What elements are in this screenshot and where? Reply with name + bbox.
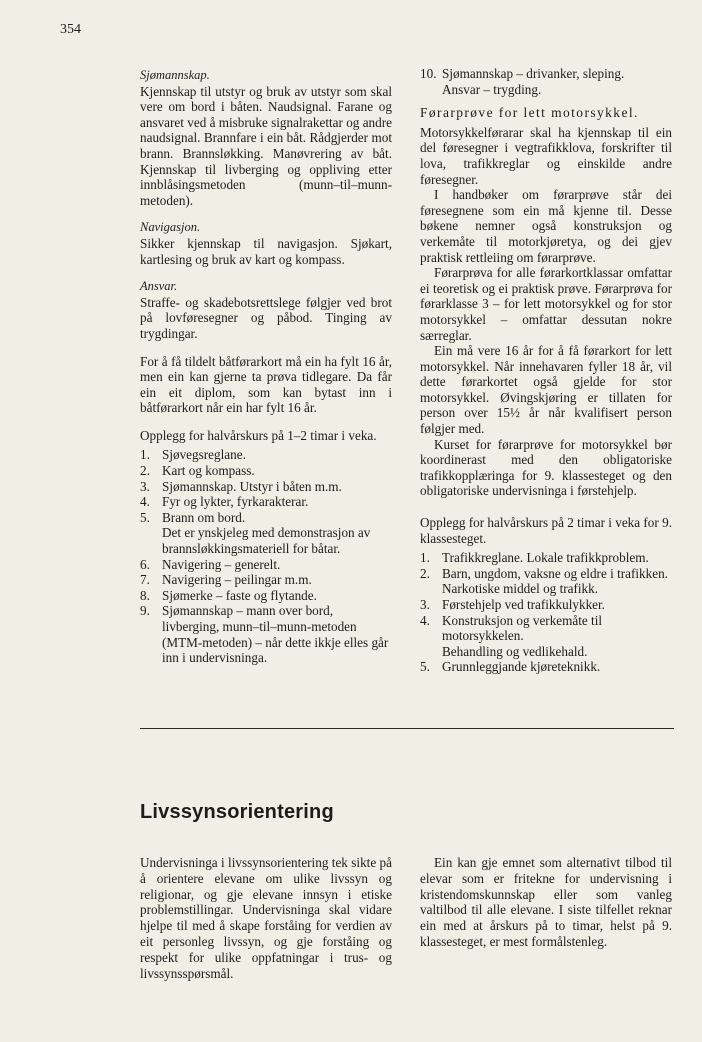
page-number: 354 <box>60 22 81 37</box>
item-text: Sjømannskap. Utstyr i båten m.m. <box>162 478 342 494</box>
list-item <box>140 447 392 463</box>
livssyn-paragraph-right: Ein kan gje emnet som alternativt tilbod til elevar som er fritekne for undervisning i kristendomskunnskap eller som vanleg valtilbod til alle elevane. I siste tilfellet reknar ein med at årskurs på to timar, helst på 9. klassesteget, er mest formålstenleg. <box>420 855 672 949</box>
list-item <box>140 603 392 665</box>
section-heading-motorsykkel: Førarprøve for lett motorsykkel. <box>420 105 639 121</box>
list-item <box>420 659 672 675</box>
item-number: 1. <box>420 550 430 566</box>
item-subtext: Det er ynskjeleg med demonstrasjon av brannsløkkingsmateriell for båtar. <box>162 525 371 557</box>
item-text: Navigering – generelt. <box>162 556 281 572</box>
section-navigasjon <box>140 220 392 267</box>
section-text: Kjennskap til utstyr og bruk av utstyr som skal vere om bord i båten. Naudsignal. Farane og ansvaret ved å misbruke signalrakettar og andre naudsignal. Brannfare i ein båt. Rådgjerder mot brann. Brannsløkking. Manøvrering av båt. Kjennskap til livberging og oppliving etter innblåsingsmetoden (munn–til–munn-metoden). <box>140 83 392 208</box>
item-text: Sjøvegsreglane. <box>162 447 246 463</box>
section-divider <box>140 728 674 729</box>
item-number: 3. <box>140 478 150 494</box>
paragraph: Motorsykkelførarar skal ha kjennskap til ein del føresegner i vegtrafikklova, forskrifter til lova, trafikkreglar og einskilde andre føresegner. <box>420 124 672 187</box>
course-intro: Opplegg for halvårskurs på 2 timar i veka for 9. klassesteget. <box>420 515 672 546</box>
course-list <box>140 447 392 665</box>
section-text: Sikker kjennskap til navigasjon. Sjøkart, kartlesing og bruk av kart og kompass. <box>140 235 392 267</box>
item-number: 9. <box>140 603 150 619</box>
item-number: 10. <box>420 66 437 81</box>
section-sjomannskap <box>140 68 392 208</box>
item-number: 6. <box>140 556 150 572</box>
section-text: Straffe- og skadebotsrettslege følgjer ved brot på lovføresegner og påbod. Tinging av trygdingar. <box>140 294 392 341</box>
item-subtext: Ansvar – trygding. <box>442 81 542 97</box>
item-number: 5. <box>420 659 430 675</box>
list-item <box>140 510 392 557</box>
list-item <box>420 613 672 660</box>
item-number: 8. <box>140 587 150 603</box>
item-text: Brann om bord. <box>162 509 246 525</box>
batforarkort-paragraph: For å få tildelt båtførarkort må ein ha fylt 16 år, men ein kan gjerne ta prøva tidlegare. Da får ein eit diplom, som kan bytast inn i båtførarkort når ein har fylt 16 år. <box>140 353 392 416</box>
list-item <box>140 463 392 479</box>
list-item <box>140 588 392 604</box>
item-number: 4. <box>420 612 430 628</box>
list-item <box>140 494 392 510</box>
section-title: Ansvar. <box>140 279 178 294</box>
item-text: Sjømerke – faste og flytande. <box>162 587 317 603</box>
item-number: 4. <box>140 494 150 510</box>
item-number: 5. <box>140 509 150 525</box>
item-text: Fyr og lykter, fyrkarakterar. <box>162 494 309 510</box>
item-text: Kart og kompass. <box>162 463 255 479</box>
left-column <box>140 68 392 666</box>
item-text: Sjømannskap – mann over bord, livberging, munn–til–munn-metoden (MTM-metoden) – når dette ikkje elles går inn i undervisninga. <box>162 603 389 666</box>
section-title: Sjømannskap. <box>140 68 210 82</box>
item-text: Konstruksjon og verkemåte til motorsykkelen. <box>442 612 603 644</box>
item-text: Trafikkreglane. Lokale trafikkproblem. <box>442 550 649 566</box>
item-subtext: Narkotiske middel og trafikk. <box>442 581 599 597</box>
item-number: 1. <box>140 447 150 463</box>
livssyn-paragraph-left: Undervisninga i livssynsorientering tek sikte på å orientere elevane om ulike livssyn og religionar, og gje elevane innsyn i etiske problemstillingar. Undervisninga skal vidare hjelpe til med å skape forståing for verdien av eit personleg livssyn, og gje forståing og respekt for ulike oppfatningar i trus- og livssynsspørsmål. <box>140 855 392 981</box>
section-title: Navigasjon. <box>140 220 201 235</box>
item-subtext: Behandling og vedlikehald. <box>442 643 588 659</box>
item-text: Barn, ungdom, vaksne og eldre i trafikken. <box>442 565 668 581</box>
list-item <box>420 566 672 597</box>
list-item <box>420 597 672 613</box>
section-heading-livssynsorientering: Livssynsorientering <box>140 801 334 823</box>
list-item <box>140 479 392 495</box>
item-number: 2. <box>420 565 430 581</box>
right-column <box>420 66 672 675</box>
item-number: 2. <box>140 463 150 479</box>
item-text: Grunnleggjande kjøreteknikk. <box>442 659 601 675</box>
paragraph: Førarprøva for alle førarkortklassar omfattar ei teoretisk og ei praktisk prøve. Førarprøva for førarklasse 3 – for lett motorsykkel og for stor motorsykkel – omfattar dessutan nokre særreglar. <box>420 265 672 343</box>
paragraph: Ein må vere 16 år for å få førarkort for lett motorsykkel. Når innehavaren fyller 18 år, vil dette førarkortet også gjelde for stor motorsykkel. Øvingskjøring er tillaten for person over 15½ år når kvalifisert person følgjer med. <box>420 343 672 437</box>
paragraph: Kurset for førarprøve for motorsykkel bør koordinerast med den obligatoriske trafikkopplæringa for 9. klassesteget og den obligatoriske undervisninga i førstehjelp. <box>420 436 672 499</box>
item-number: 7. <box>140 572 150 588</box>
item-text: Sjømannskap – drivanker, sleping. <box>442 66 625 81</box>
item-text: Navigering – peilingar m.m. <box>162 572 312 588</box>
list-item <box>140 572 392 588</box>
section-ansvar <box>140 279 392 341</box>
course-intro: Opplegg for halvårskurs på 1–2 timar i veka. <box>140 427 377 443</box>
list-item <box>420 66 672 97</box>
course-list-continued <box>420 66 672 97</box>
item-text: Førstehjelp ved trafikkulykker. <box>442 597 605 612</box>
list-item <box>420 550 672 566</box>
item-number: 3. <box>420 597 430 612</box>
paragraph: I handbøker om førarprøve står dei føresegnene som ein må kjenne til. Desse bøkene nemner også konstruksjon og verkemåte til motorkjøretya, og dei gjev praktisk rettleiing om førarprøve. <box>420 187 672 265</box>
list-item <box>140 557 392 573</box>
course-list <box>420 550 672 675</box>
